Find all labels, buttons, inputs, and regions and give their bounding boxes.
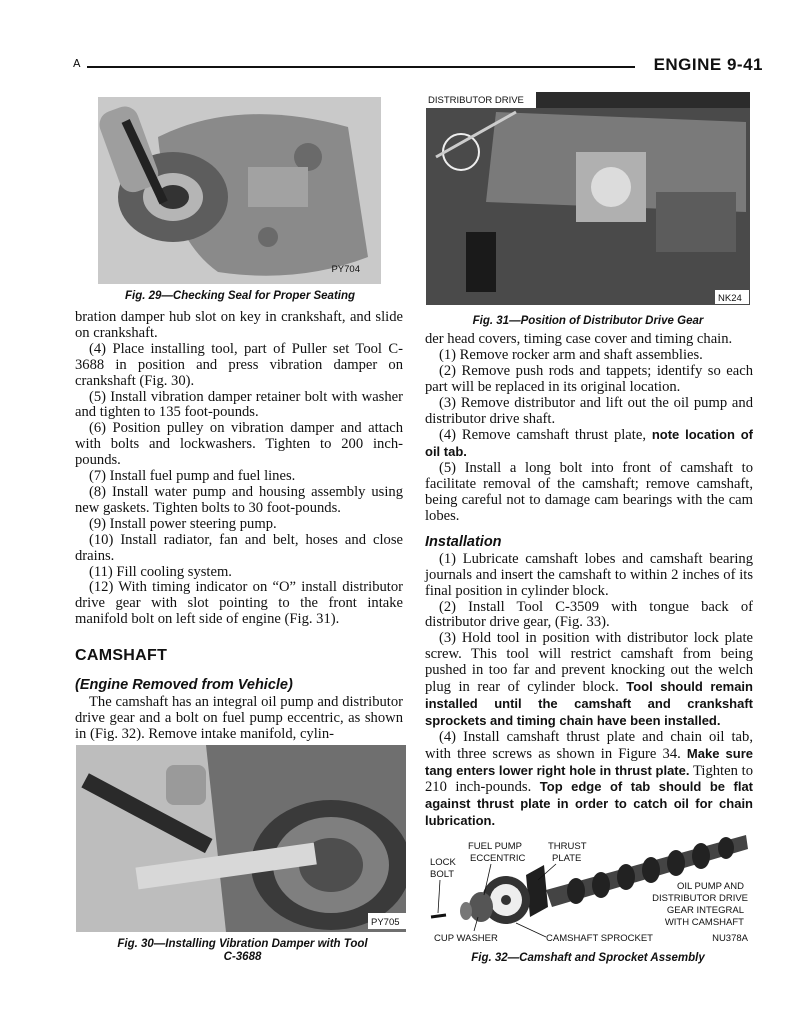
fig30-photo [76,745,406,932]
paragraph: (3) Remove distributor and lift out the oil pump and distributor drive shaft. [425,394,753,427]
paragraph: (1) Remove rocker arm and shaft assemblies. [439,346,703,363]
fig31-photo [426,92,750,305]
paragraph: (5) Install a long bolt into front of camshaft to facilitate removal of the camshaft; remove camshaft, being careful not to damage cam bearings with the cam lobes. [425,460,753,524]
paragraph: (7) Install fuel pump and fuel lines. [89,468,296,485]
fig32-label-gear-integral: GEAR INTEGRAL [666,905,744,916]
left-column [75,310,403,743]
paragraph: (10) Install radiator, fan and belt, hoses and close drains. [75,531,403,564]
fig29-caption: Fig. 29—Checking Seal for Proper Seating [124,290,356,302]
subheading-installation: Installation [425,533,502,550]
paragraph: (12) With timing indicator on “O” install distributor drive gear with slot pointing to the front intake manifold bolt on left side of engine (Fig. 31). [75,579,403,628]
bold-note: note location of oil tab. [425,427,753,460]
section-heading-camshaft: CAMSHAFT [75,647,168,665]
text-run: Tighten to 210 inch-pounds. [425,762,753,796]
paragraph: (4) Place installing tool, part of Puller set Tool C-3688 in position and press vibration damper on crankshaft (Fig. 30). [75,340,403,389]
fig30-code: PY705 [371,917,400,928]
paragraph: (2) Remove push rods and tappets; identify so each part will be replaced in its original location. [425,362,753,395]
fig31-code: NK24 [718,293,742,304]
paragraph: der head covers, timing case cover and timing chain. [425,331,733,347]
fig32-label-camshaft-sprocket: CAMSHAFT SPROCKET [546,933,653,944]
fig31-caption: Fig. 31—Position of Distributor Drive Gear [472,315,704,327]
paragraph: (8) Install water pump and housing assembly using new gaskets. Tighten bolts to 30 foot-pounds. [75,483,403,516]
fig30-caption: Fig. 30—Installing Vibration Damper with Tool C-3688 [117,938,368,963]
fig32-label-lock: LOCK [430,857,456,868]
fig32-label-distributor-drive: DISTRIBUTOR DRIVE [652,893,748,904]
page-title: ENGINE 9-41 [653,55,763,74]
paragraph: (5) Install vibration damper retainer bolt with washer and tighten to 135 foot-pounds. [75,388,403,421]
fig32-label-plate: PLATE [552,853,582,864]
subheading-engine-removed: (Engine Removed from Vehicle) [75,677,293,694]
paragraph: (2) Install Tool C-3509 with tongue back of distributor drive gear, (Fig. 33). [425,598,753,631]
fig32-label-thrust: THRUST [548,841,587,852]
text-run: (4) Remove camshaft thrust plate, [439,427,646,444]
page-header [73,55,763,77]
bold-note: Tool should remain installed until the camshaft and crankshaft sprockets and timing chain have been installed. [425,679,753,728]
paragraph: (11) Fill cooling system. [89,563,232,580]
fig32-label-fuel-pump: FUEL PUMP [468,841,523,852]
paragraph: bration damper hub slot on key in crankshaft, and slide on crankshaft. [75,309,403,341]
bold-note: Top edge of tab should be flat against thrust plate in order to catch oil for chain lubrication. [425,779,754,829]
text-run: (3) Hold tool in position with distributor lock plate screw. This tool will restrict camshaft from being pushed in too far and prevent knocking out the welch plug in rear of cylinder block. [425,630,753,696]
fig32-label-with-camshaft: WITH CAMSHAFT [664,917,744,928]
paragraph: (6) Position pulley on vibration damper and attach with bolts and lockwashers. Tighten to 200 inch-pounds. [75,420,403,469]
fig29-code: PY704 [331,264,360,275]
fig29-photo [98,97,381,284]
bold-note: Make sure tang enters lower right hole in thrust plate. [425,745,753,778]
fig32-code: NU378A [712,933,748,944]
header-rule [87,66,635,68]
fig31-label: DISTRIBUTOR DRIVE [428,95,524,106]
fig32-caption: Fig. 32—Camshaft and Sprocket Assembly [471,952,705,964]
paragraph [425,427,753,461]
fig32-label-oil-pump: OIL PUMP AND [676,881,744,892]
text-run: (4) Install camshaft thrust plate and chain oil tab, with three screws as shown in Figure 34. [425,728,753,762]
paragraph [425,631,753,729]
header-mark: A [73,57,81,70]
fig32-label-cup-washer: CUP WASHER [434,933,498,944]
paragraph: The camshaft has an integral oil pump and distributor drive gear and a bolt on fuel pump eccentric, as shown in (Fig. 32). Remove intake manifold, cylin- [75,693,403,742]
fig32-diagram [426,835,750,947]
paragraph [425,730,753,830]
fig32-label-bolt: BOLT [430,869,455,880]
paragraph: (9) Install power steering pump. [89,515,277,532]
fig32-label-eccentric: ECCENTRIC [470,853,526,864]
right-column [425,332,753,830]
paragraph: (1) Lubricate camshaft lobes and camshaft bearing journals and insert the camshaft to within 2 inches of its final position in cylinder block. [425,550,753,599]
